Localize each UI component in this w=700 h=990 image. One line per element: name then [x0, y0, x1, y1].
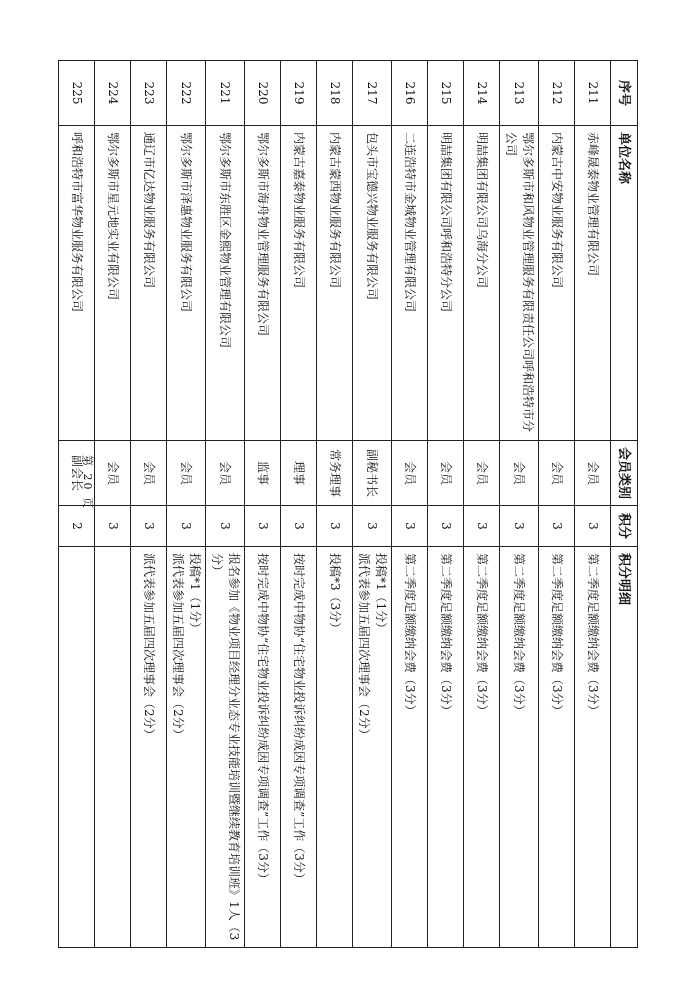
row-points-detail: [95, 547, 131, 948]
row-points: 3: [353, 506, 392, 547]
row-unit-name: 鄂尔多斯市星元地实业有限公司: [95, 126, 131, 441]
row-unit-name: 通辽市亿达物业服务有限公司: [131, 126, 167, 441]
table-row: [167, 61, 206, 948]
row-seq: 219: [281, 61, 317, 126]
row-seq: 221: [206, 61, 245, 126]
table-row: [317, 61, 353, 948]
row-member-category: 会员: [464, 441, 500, 506]
row-unit-name: 明喆集团有限公司呼和浩特分公司: [428, 126, 464, 441]
row-points: 3: [575, 506, 611, 547]
row-points-detail: 第二季度足额缴纳会费（3分）: [575, 547, 611, 948]
row-seq: 222: [167, 61, 206, 126]
row-seq: 224: [95, 61, 131, 126]
table-row: [131, 61, 167, 948]
row-member-category: 会员: [95, 441, 131, 506]
row-points-detail: 第二季度足额缴纳会费（3分）: [500, 547, 539, 948]
row-points: 3: [317, 506, 353, 547]
row-points-detail: 报名参加《物业项目经理分业态专业技能培训暨继续教育培训班》1人（3分）: [206, 547, 245, 948]
table-row: [392, 61, 428, 948]
table-row: [245, 61, 281, 948]
row-points-detail: 第二季度足额缴纳会费（3分）: [392, 547, 428, 948]
row-seq: 216: [392, 61, 428, 126]
row-points: 3: [428, 506, 464, 547]
row-unit-name: 内蒙古嘉泰物业服务有限公司: [281, 126, 317, 441]
row-points-detail: 第二季度足额缴纳会费（3分）: [464, 547, 500, 948]
table-row: [353, 61, 392, 948]
row-member-category: 会员: [500, 441, 539, 506]
row-unit-name: 鄂尔多斯市海舟物业管理服务有限公司: [245, 126, 281, 441]
row-seq: 220: [245, 61, 281, 126]
row-points-detail: 按时完成中物协“住宅物业投诉纠纷成因专项调查”工作（3分）: [245, 547, 281, 948]
member-points-table: [58, 60, 638, 948]
row-points-detail: [59, 547, 95, 948]
row-member-category: 会员: [167, 441, 206, 506]
row-unit-name: 呼和浩特市富华物业服务有限公司: [59, 126, 95, 441]
row-member-category: 会员: [428, 441, 464, 506]
row-member-category: 会员: [392, 441, 428, 506]
row-points-detail: 投稿*1（1分） 派代表参加五届四次理事会（2分）: [353, 547, 392, 948]
row-points: 3: [539, 506, 575, 547]
row-seq: 215: [428, 61, 464, 126]
row-points: 2: [59, 506, 95, 547]
row-member-category: 会员: [206, 441, 245, 506]
row-points-detail: 投稿*3（3分）: [317, 547, 353, 948]
page-number: 第 20 页: [81, 455, 94, 510]
row-seq: 213: [500, 61, 539, 126]
row-points: 3: [167, 506, 206, 547]
row-points-detail: 派代表参加五届四次理事会（2分）: [131, 547, 167, 948]
row-unit-name: 包头市宝德兴物业服务有限公司: [353, 126, 392, 441]
row-points-detail: 第二季度足额缴纳会费（3分）: [539, 547, 575, 948]
table-row: [539, 61, 575, 948]
row-points: 3: [500, 506, 539, 547]
row-seq: 217: [353, 61, 392, 126]
header-points: 积分: [611, 506, 638, 547]
table-row: [464, 61, 500, 948]
row-seq: 218: [317, 61, 353, 126]
row-points-detail: 按时完成中物协“住宅物业投诉纠纷成因专项调查”工作（3分）: [281, 547, 317, 948]
row-points: 3: [392, 506, 428, 547]
row-member-category: 监事: [245, 441, 281, 506]
table-row: [206, 61, 245, 948]
row-member-category: 会员: [539, 441, 575, 506]
row-unit-name: 赤峰晟泰物业管理有限公司: [575, 126, 611, 441]
row-points: 3: [281, 506, 317, 547]
table-row: [500, 61, 539, 948]
row-points: 3: [95, 506, 131, 547]
row-seq: 223: [131, 61, 167, 126]
row-seq: 212: [539, 61, 575, 126]
row-points-detail: 投稿*1（1分） 派代表参加五届四次理事会（2分）: [167, 547, 206, 948]
row-unit-name: 鄂尔多斯市泽惠物业服务有限公司: [167, 126, 206, 441]
header-unit-name: 单位名称: [611, 126, 638, 441]
row-points: 3: [464, 506, 500, 547]
header-points-detail: 积分明细: [611, 547, 638, 948]
row-member-category: 会员: [131, 441, 167, 506]
row-points: 3: [206, 506, 245, 547]
row-member-category: 常务理事: [317, 441, 353, 506]
row-unit-name: 二连浩特市金城物业管理有限公司: [392, 126, 428, 441]
header-seq: 序号: [611, 61, 638, 126]
table-row: [428, 61, 464, 948]
row-unit-name: 明喆集团有限公司乌海分公司: [464, 126, 500, 441]
row-points: 3: [245, 506, 281, 547]
row-member-category: 副秘书长: [353, 441, 392, 506]
header-member-category: 会员类别: [611, 441, 638, 506]
table-header-row: [611, 61, 638, 948]
row-member-category: 副会长: [59, 441, 95, 506]
row-points-detail: 第二季度足额缴纳会费（3分）: [428, 547, 464, 948]
row-unit-name: 内蒙古中安物业服务有限公司: [539, 126, 575, 441]
row-unit-name: 内蒙古蒙西物业服务有限公司: [317, 126, 353, 441]
row-points: 3: [131, 506, 167, 547]
table-row: [575, 61, 611, 948]
table-body: [59, 61, 611, 948]
row-member-category: 会员: [575, 441, 611, 506]
row-seq: 225: [59, 61, 95, 126]
row-member-category: 理事: [281, 441, 317, 506]
row-seq: 214: [464, 61, 500, 126]
row-unit-name: 鄂尔多斯市和风物业管理服务有限责任公司呼和浩特市分公司: [500, 126, 539, 441]
row-unit-name: 鄂尔多斯市东胜区金熙物业管理有限公司: [206, 126, 245, 441]
row-seq: 211: [575, 61, 611, 126]
table-row: [95, 61, 131, 948]
table-row: [281, 61, 317, 948]
